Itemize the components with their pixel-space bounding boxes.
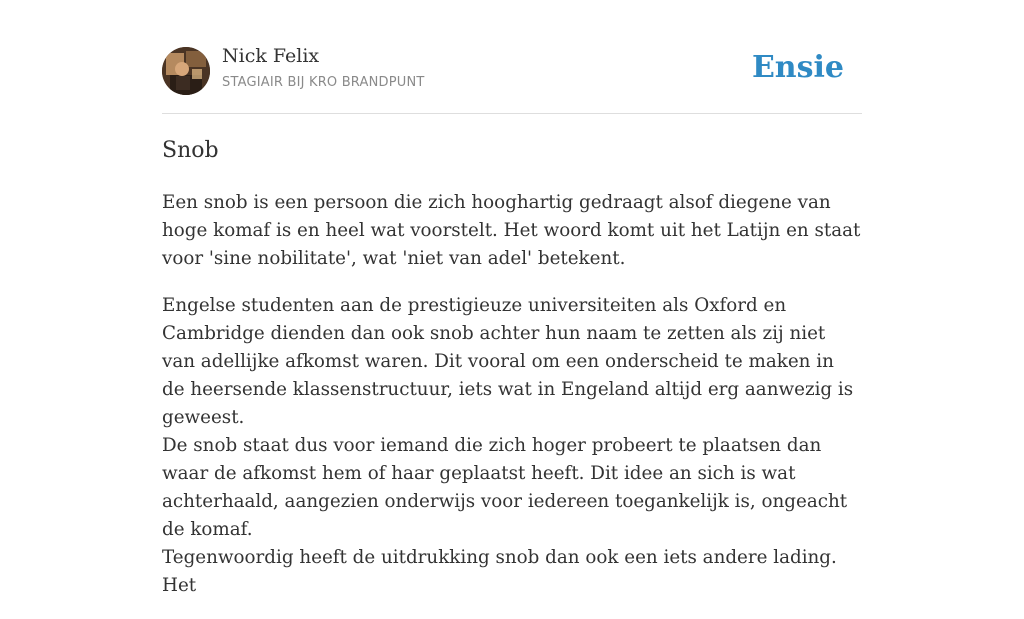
article-paragraph: Engelse studenten aan de prestigieuze universiteiten als Oxford en Cambridge dienden dan ook snob achter hun naam te zetten als zij niet van adellijke afkomst waren. Dit vooral om een onderscheid te maken in de heersende klassenstructuur, iets wat in Engeland altijd erg aanwezig is geweest. De snob staat dus voor iemand die zich hoger probeert te plaatsen dan waar de afkomst hem of haar geplaatst heeft. Dit idee an sich is wat achterhaald, aangezien onderwijs voor iedereen toegankelijk is, ongeacht de komaf. Tegenwoordig heeft de uitdrukking snob dan ook een iets andere lading. Het xyxy=(162,295,854,596)
article-card xyxy=(162,0,862,596)
article-paragraph: Een snob is een persoon die zich hooghartig gedraagt alsof diegene van hoge komaf is en heel wat voorstelt. Het woord komt uit het Latijn en staat voor 'sine nobilitate', wat 'niet van adel' betekent. xyxy=(162,192,861,269)
article-header xyxy=(162,0,862,114)
author-name[interactable]: Nick Felix xyxy=(222,45,320,67)
article-body xyxy=(162,189,862,619)
article-title: Snob xyxy=(162,138,219,163)
author-avatar[interactable] xyxy=(162,47,210,95)
avatar-photo-icon xyxy=(162,47,210,95)
ensie-logo[interactable]: Ensie xyxy=(751,50,844,85)
author-role: STAGIAIR BIJ KRO BRANDPUNT xyxy=(222,75,425,90)
